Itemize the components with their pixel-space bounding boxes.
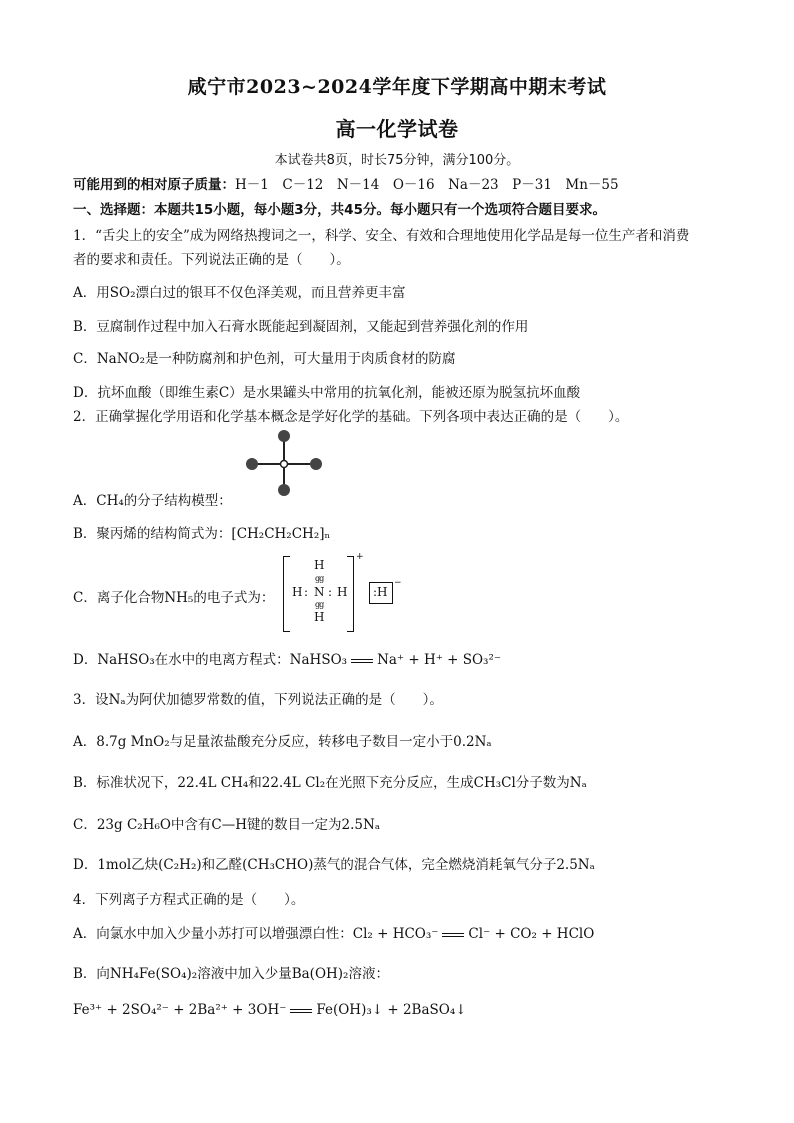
cation-charge: + xyxy=(356,552,364,562)
q2-option-c: C．离子化合物NH₅的电子式为： xyxy=(73,590,275,606)
q3-option-d: D．1mol乙炔(C₂H₂)和乙醛(CH₃CHO)蒸气的混合气体，完全燃烧消耗氧气分子2.5Nₐ xyxy=(73,857,595,873)
equals-sign xyxy=(351,659,373,663)
h-top: H xyxy=(314,558,325,572)
n-atom: N xyxy=(314,585,325,599)
q2-option-a: A．CH₄的分子结构模型： xyxy=(73,493,232,509)
q1-option-a: A．用SO₂漂白过的银耳不仅色泽美观，而且营养更丰富 xyxy=(73,285,406,301)
q1-option-c: C．NaNO₂是一种防腐剂和护色剂，可大量用于肉质食材的防腐 xyxy=(73,351,456,367)
q2-option-d xyxy=(73,648,501,668)
exam-subtitle: 高一化学试卷 xyxy=(335,117,459,141)
q4-eq-left: Fe³⁺ + 2SO₄²⁻ + 2Ba²⁺ + 3OH⁻ xyxy=(73,1002,287,1018)
q3-option-b: B．标准状况下，22.4L CH₄和22.4L Cl₂在光照下充分反应，生成CH₃Cl分子数为Nₐ xyxy=(73,775,587,791)
right-bracket xyxy=(347,556,354,632)
q4-option-b: B．向NH₄Fe(SO₄)₂溶液中加入少量Ba(OH)₂溶液： xyxy=(73,966,389,982)
q4-stem: 4．下列离子方程式正确的是（ ）。 xyxy=(73,892,305,908)
exam-info: 本试卷共8页，时长75分钟，满分100分。 xyxy=(274,153,520,168)
exam-title: 咸宁市2023~2024学年度下学期高中期末考试 xyxy=(187,76,607,98)
h-right: H xyxy=(337,585,348,599)
q1-stem-line2: 者的要求和责任。下列说法正确的是（ ）。 xyxy=(73,252,350,268)
q3-option-a: A．8.7g MnO₂与足量浓盐酸充分反应，转移电子数目一定小于0.2Nₐ xyxy=(73,734,492,750)
ch4-ball-stick-model xyxy=(240,428,328,500)
h-left: H xyxy=(292,585,303,599)
hydride: :H xyxy=(373,585,388,599)
q4-option-a-products: Cl⁻ + CO₂ + HClO xyxy=(468,926,595,942)
q3-stem: 3．设Nₐ为阿伏加德罗常数的值，下列说法正确的是（ ）。 xyxy=(73,692,443,708)
q2-stem: 2．正确掌握化学用语和化学基本概念是学好化学的基础。下列各项中表达正确的是（ ）。 xyxy=(73,409,629,425)
q1-option-b: B．豆腐制作过程中加入石膏水既能起到凝固剂，又能起到营养强化剂的作用 xyxy=(73,319,529,335)
q2-option-b-text: B．聚丙烯的结构简式为： xyxy=(73,526,232,542)
atomic-mass-label: 可能用到的相对原子质量： xyxy=(73,177,235,193)
q2-option-d-products: Na⁺ + H⁺ + SO₃²⁻ xyxy=(377,652,502,668)
anion-charge: − xyxy=(394,578,402,588)
q4-option-a-text: A．向氯水中加入少量小苏打可以增强漂白性：Cl₂ + HCO₃⁻ xyxy=(73,926,439,942)
equals-sign xyxy=(442,933,464,937)
atomic-mass-values: H－1 C－12 N－14 O－16 Na－23 P－31 Mn－55 xyxy=(235,177,619,193)
q2-option-d-text: D．NaHSO₃在水中的电离方程式：NaHSO₃ xyxy=(73,652,348,668)
colon-right: : xyxy=(328,585,333,599)
left-bracket xyxy=(283,556,290,632)
h-bottom: H xyxy=(314,610,325,624)
q4-eq-right: Fe(OH)₃↓ + 2BaSO₄↓ xyxy=(316,1002,467,1018)
bond-dots-top: gg xyxy=(315,574,324,583)
q1-stem-line1: 1．“舌尖上的安全”成为网络热搜词之一，科学、安全、有效和合理地使用化学品是每一位生产者和消费 xyxy=(73,228,690,244)
section-heading: 一、选择题：本题共15小题，每小题3分，共45分。每小题只有一个选项符合题目要求。 xyxy=(73,202,606,218)
q2-option-b xyxy=(73,522,330,542)
q4-option-a xyxy=(73,922,594,942)
equals-sign xyxy=(290,1009,312,1013)
atomic-mass-line xyxy=(73,173,619,193)
q3-option-c: C．23g C₂H₆O中含有C—H键的数目一定为2.5Nₐ xyxy=(73,817,381,833)
colon-left: : xyxy=(304,585,309,599)
bond-dots-bottom: gg xyxy=(315,600,324,609)
q1-option-d: D．抗坏血酸（即维生素C）是水果罐头中常用的抗氧化剂，能被还原为脱氢抗坏血酸 xyxy=(73,385,581,401)
polypropylene-formula: [CH₂CH₂CH₂]ₙ xyxy=(231,526,331,542)
q4-option-b-equation xyxy=(73,1002,467,1018)
